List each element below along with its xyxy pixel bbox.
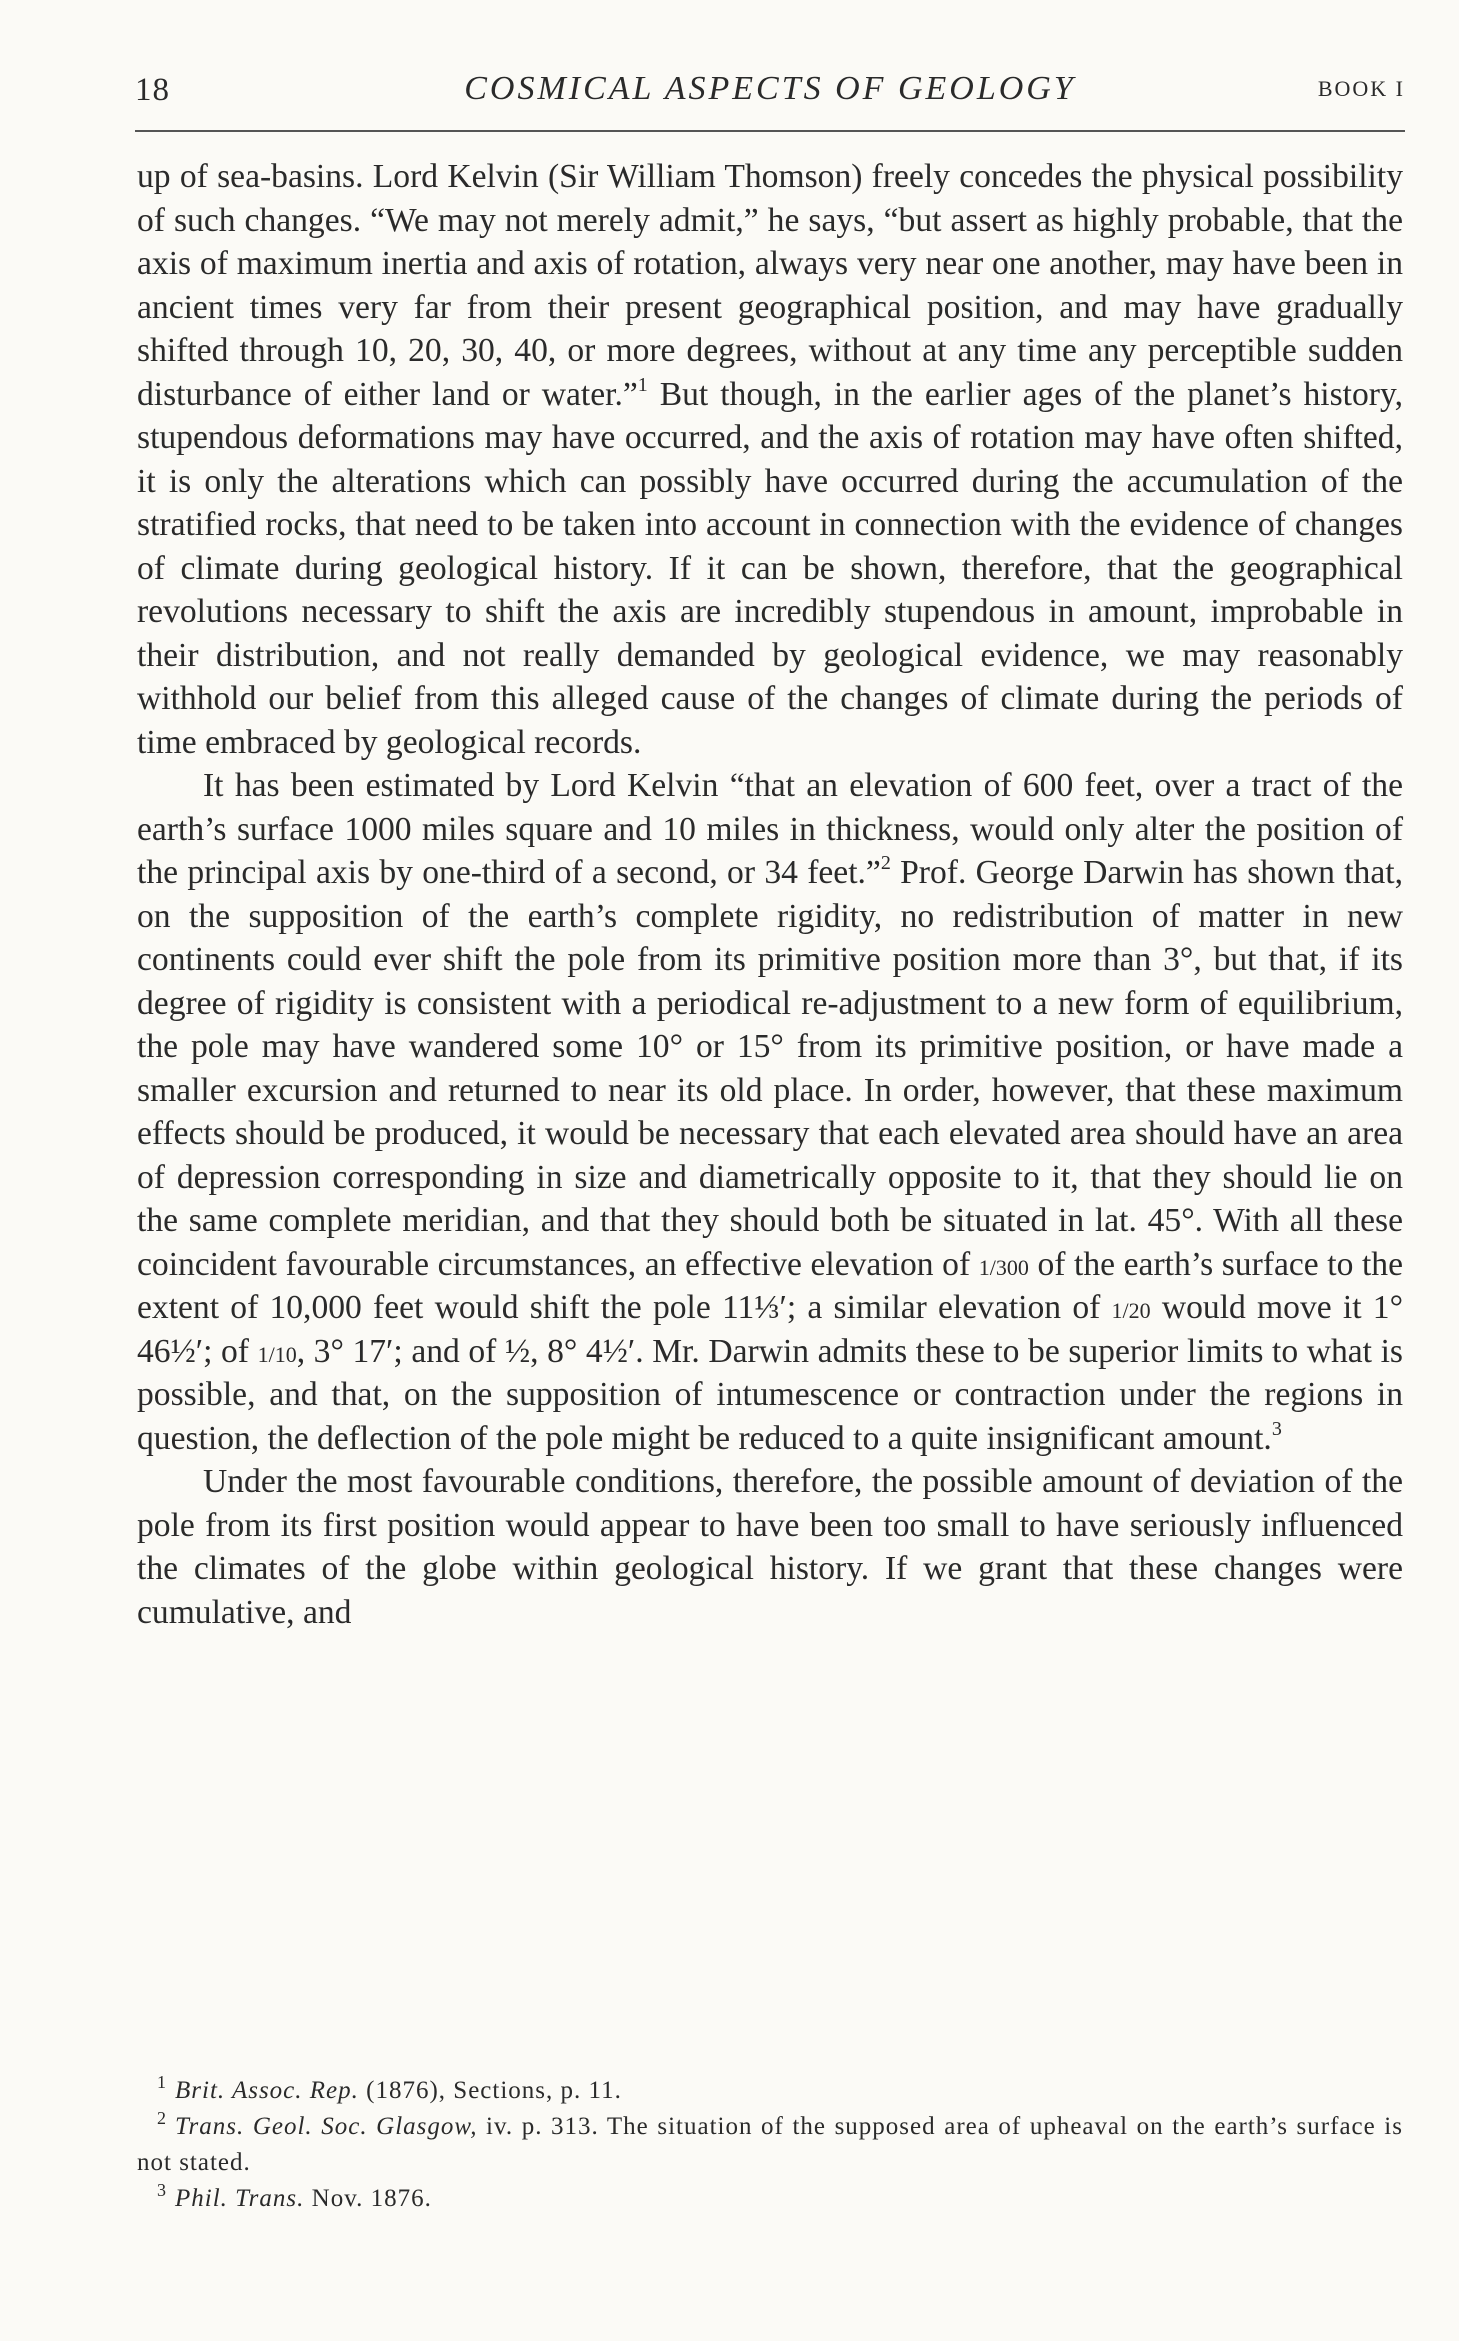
page-number: 18: [135, 72, 170, 108]
paragraph-1-text-b: But though, in the earlier ages of the planet’s history, stupendous deformations may have occurred, and the axis of rotation may have often shifted, it is only the alterations which can possibly have occurred during the accumulation of the stratified rocks, that need to be taken into account in connection with the evidence of changes of climate during geological history. If it can be shown, therefore, that the geographical revolutions necessary to shift the axis are incredibly stupendous in amount, improbable in their distribution, and not really demanded by geological evidence, we may reasonably withhold our belief from this alleged cause of the changes of climate during the periods of time embraced by geological records.: [137, 375, 1403, 761]
footnote-3-text: Nov. 1876.: [304, 2185, 432, 2212]
footnote-1-source: Brit. Assoc. Rep.: [175, 2077, 359, 2104]
paragraph-2-text-a: It has been estimated by Lord Kelvin “that an elevation of 600 feet, over a tract of the earth’s surface 1000 miles square and 10 miles in thickness, would only alter the position of the principal axis by one-third of a second, or 34 feet.”: [137, 767, 1403, 891]
footnote-ref-1: 1: [637, 373, 648, 396]
book-label: BOOK I: [1317, 76, 1405, 101]
paragraph-2-text-d: would move it 1° 46½′; of: [137, 1289, 1403, 1370]
paragraph-3: [137, 1460, 1403, 1634]
paragraph-2-text-e: , 3° 17′; and of ½, 8° 4½′. Mr. Darwin admits these to be superior limits to what is possible, and that, on the supposition of intumescence or contraction under the regions in question, the deflection of the pole might be reduced to a quite insignificant amount.: [137, 1332, 1403, 1457]
footnote-2-text: iv. p. 313. The situation of the supposed area of upheaval on the earth’s surface is not stated.: [137, 2113, 1403, 2176]
paragraph-2-text-c: of the earth’s surface to the extent of 10,000 feet would shift the pole 11⅓′; a similar elevation of: [137, 1245, 1404, 1326]
fraction-one-three-hundredth: 1/300: [978, 1254, 1029, 1280]
paragraph-3-text: Under the most favourable conditions, therefore, the possible amount of deviation of the pole from its first position would appear to have been too small to have seriously influenced the climates of the globe within geological history. If we grant that these changes were cumulative, and: [137, 1463, 1403, 1631]
footnote-ref-3: 3: [1271, 1417, 1282, 1440]
footnote-1: 1 Brit. Assoc. Rep. (1876), Sections, p. 11.: [157, 2072, 622, 2104]
footnote-2-source: Trans. Geol. Soc. Glasgow,: [175, 2113, 478, 2140]
page-header: [135, 68, 1405, 128]
header-rule: [135, 130, 1405, 132]
paragraph-2-text-b: Prof. George Darwin has shown that, on the supposition of the earth’s complete rigidity, no redistribution of matter in new continents could ever shift the pole from its primitive position more than 3°, but that, if its degree of rigidity is consistent with a periodical re-adjustment to a new form of equilibrium, the pole may have wandered some 10° or 15° from its primitive position, or have made a smaller excursion and returned to near its old place. In order, however, that these maximum effects should be produced, it would be necessary that each elevated area should have an area of depression corresponding in size and diametrically opposite to it, that they should lie on the same complete meridian, and that they should both be situated in lat. 45°. With all these coincident favourable circumstances, an effective elevation of: [137, 854, 1403, 1283]
fraction-one-tenth: 1/10: [257, 1341, 297, 1367]
paragraph-1: [137, 155, 1403, 764]
paragraph-2: [137, 764, 1403, 1460]
footnotes: [137, 2073, 1403, 2217]
footnote-2: 2 Trans. Geol. Soc. Glasgow, iv. p. 313. The situation of the supposed area of upheaval on the earth’s surface is not stated.: [137, 2108, 1403, 2176]
footnote-3-source: Phil. Trans.: [175, 2185, 305, 2212]
fraction-one-twentieth: 1/20: [1111, 1298, 1151, 1323]
footnote-3: 3 Phil. Trans. Nov. 1876.: [157, 2180, 432, 2212]
footnote-ref-2: 2: [880, 852, 891, 874]
main-text: [137, 155, 1403, 1634]
footnote-1-text: (1876), Sections, p. 11.: [358, 2077, 622, 2104]
paragraph-1-text-a: up of sea-basins. Lord Kelvin (Sir William Thomson) freely concedes the physical possibility of such changes. “We may not merely admit,” he says, “but assert as highly probable, that the axis of maximum inertia and axis of rotation, always very near one another, may have been in ancient times very far from their present geographical position, and may have gradually shifted through 10, 20, 30, 40, or more degrees, without at any time any perceptible sudden disturbance of either land or water.”: [137, 158, 1403, 413]
running-title: COSMICAL ASPECTS OF GEOLOGY: [464, 70, 1076, 107]
